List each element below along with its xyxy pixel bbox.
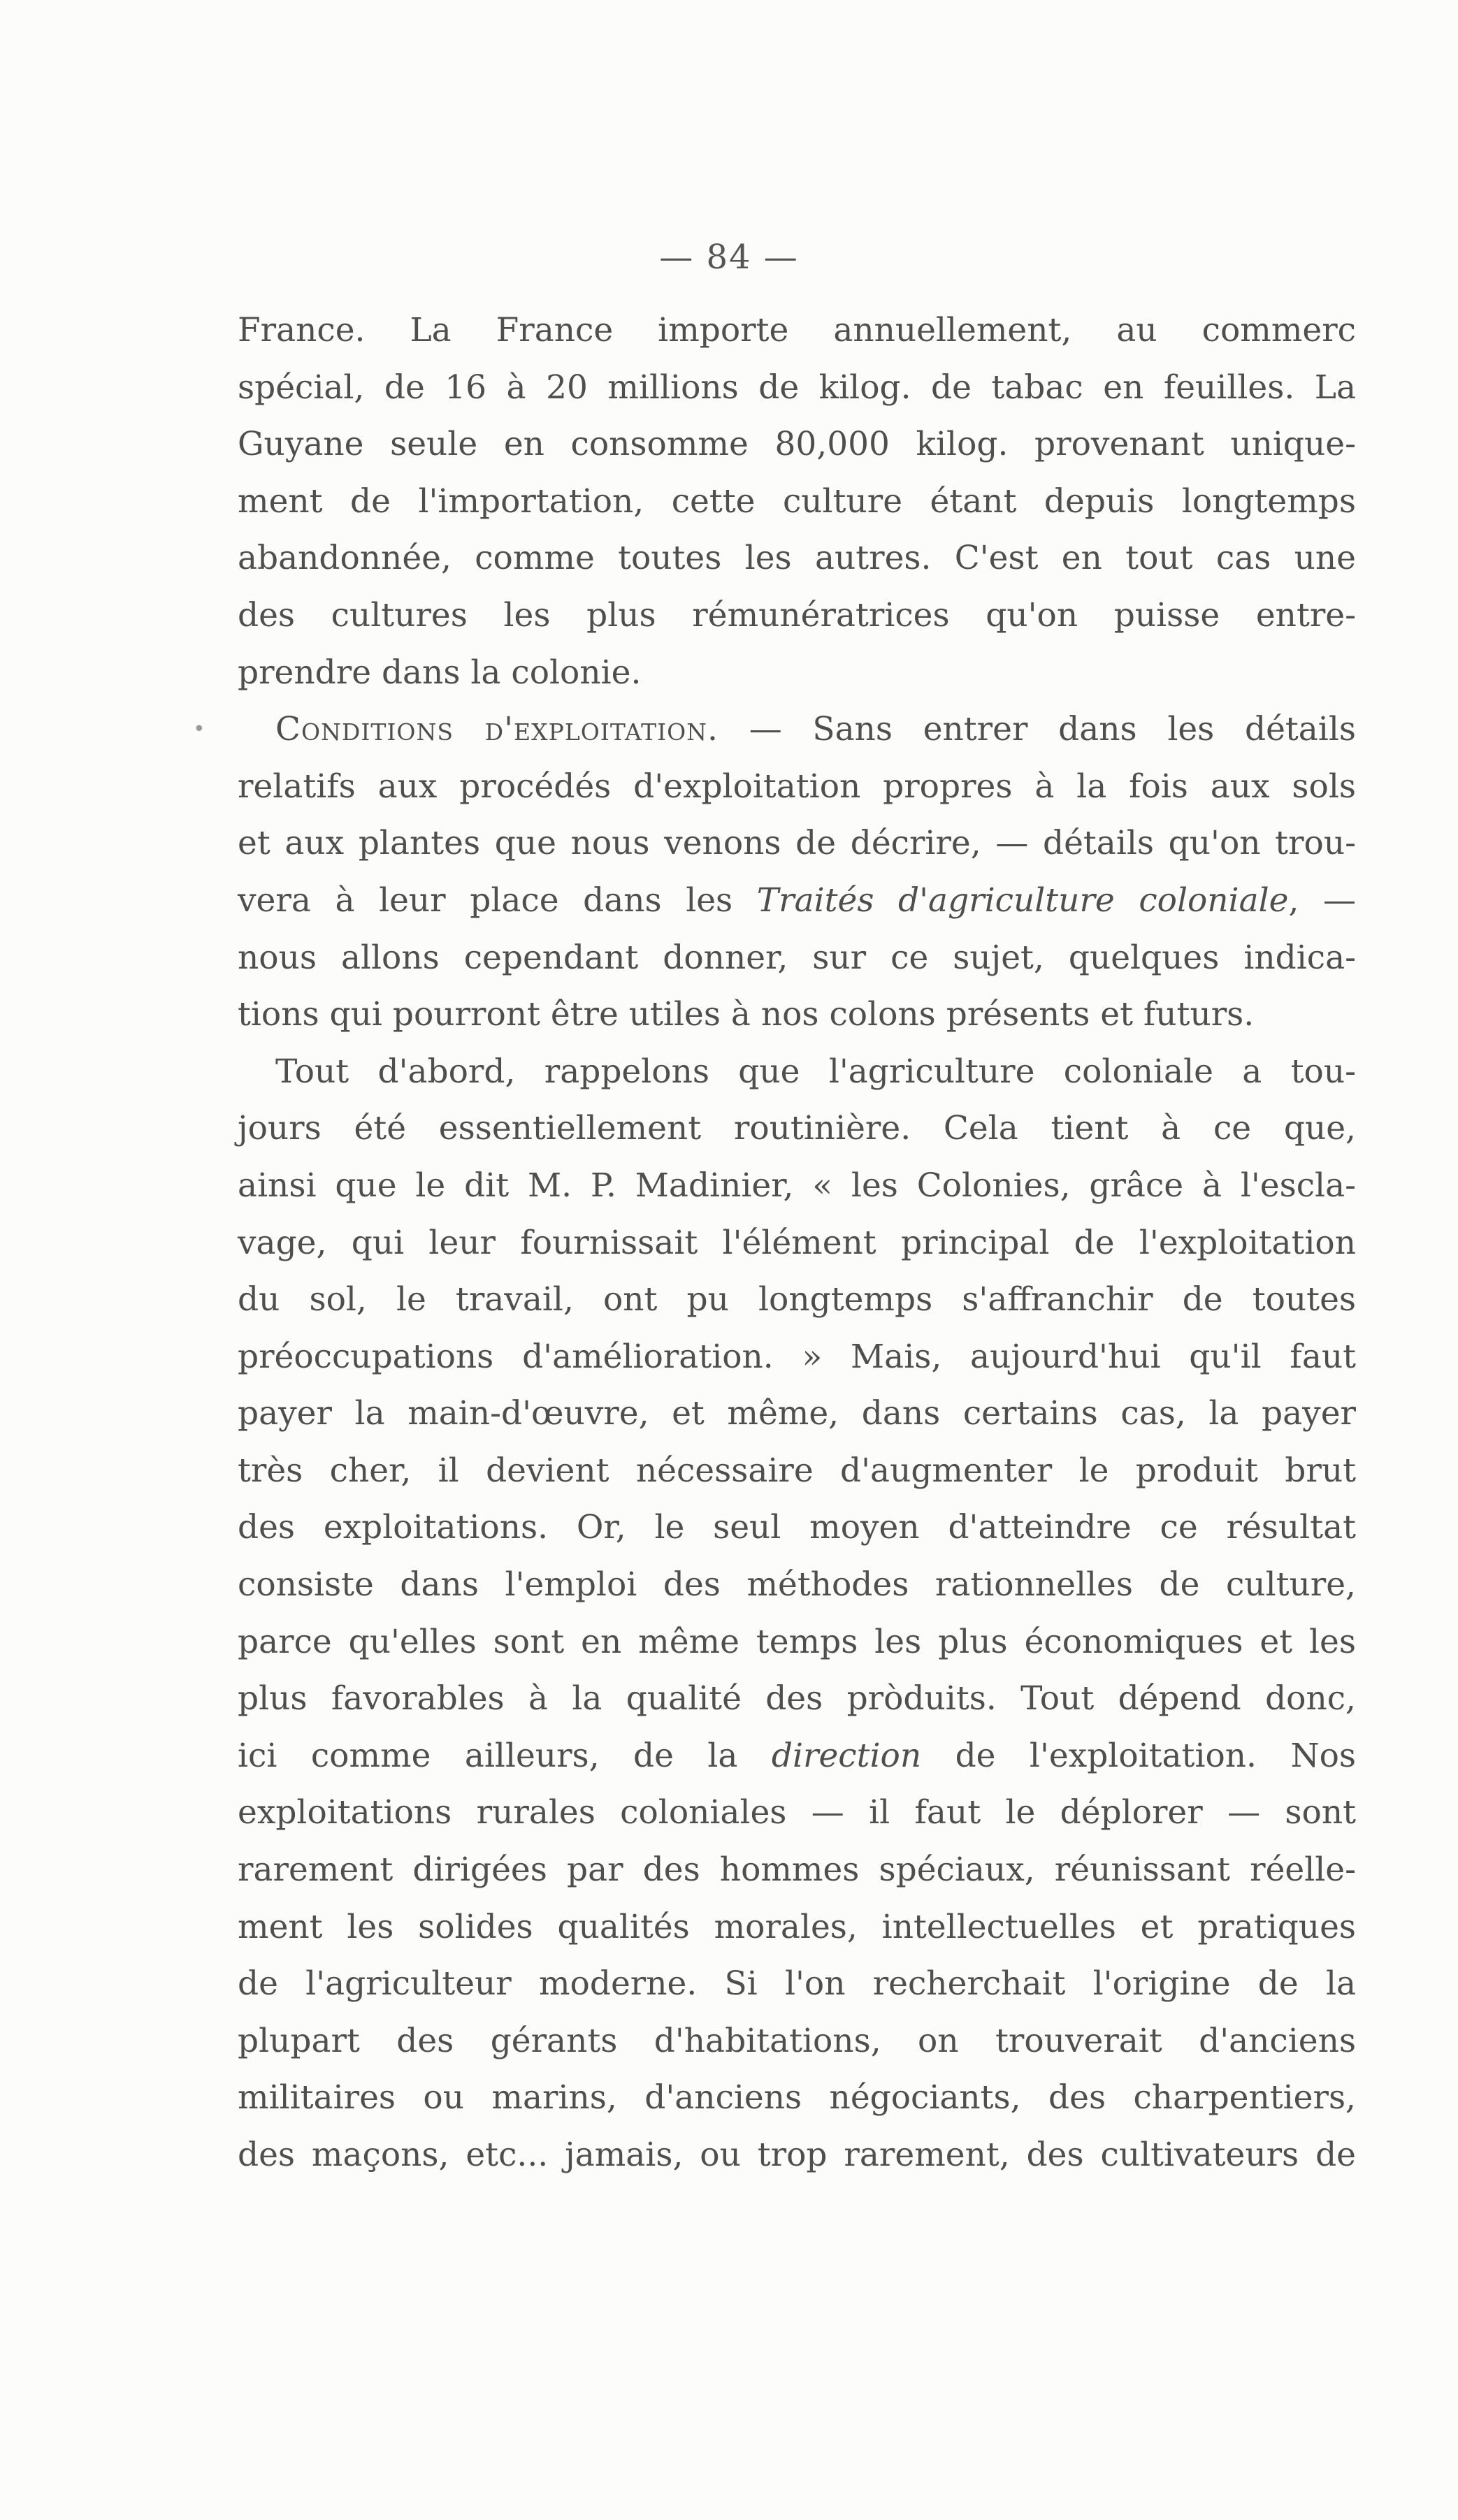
text-line: jours été essentiellement routinière. Cela tient à ce que, xyxy=(238,1109,1356,1148)
text-line: parce qu'elles sont en même temps les plus économiques et les xyxy=(238,1622,1356,1661)
text-line: du sol, le travail, ont pu longtemps s'affranchir de toutes xyxy=(238,1280,1356,1319)
text-line: et aux plantes que nous venons de décrire, — détails qu'on trou- xyxy=(238,824,1356,863)
text-line: vera à leur place dans les Traités d'agriculture coloniale, — xyxy=(238,881,1356,920)
text-line: rarement dirigées par des hommes spéciaux, réunissant réelle- xyxy=(238,1851,1356,1890)
text-line: militaires ou marins, d'anciens négociants, des charpentiers, xyxy=(238,2078,1356,2117)
text-line: consiste dans l'emploi des méthodes rationnelles de culture, xyxy=(238,1565,1356,1605)
paragraph-start-line: Tout d'abord, rappelons que l'agriculture coloniale a tou- xyxy=(275,1052,1356,1091)
text-line: très cher, il devient nécessaire d'augmenter le produit brut xyxy=(238,1451,1356,1490)
text-line: tions qui pourront être utiles à nos colons présents et futurs. xyxy=(238,995,1255,1034)
text-line: France. La France importe annuellement, au commerc xyxy=(238,311,1356,349)
body-text xyxy=(193,302,1356,2184)
margin-bullet: • xyxy=(193,717,205,742)
text-line: ment les solides qualités morales, intellectuelles et pratiques xyxy=(238,1907,1356,1946)
italic-title: Traités d'agriculture coloniale xyxy=(756,881,1289,920)
text-line: ment de l'importation, cette culture étant depuis longtemps xyxy=(238,481,1356,521)
text-line: relatifs aux procédés d'exploitation propres à la fois aux sols xyxy=(238,767,1356,806)
text-line: Guyane seule en consomme 80,000 kilog. provenant unique- xyxy=(238,425,1356,464)
text-line: exploitations rurales coloniales — il faut le déplorer — sont xyxy=(238,1793,1356,1832)
text-line: ainsi que le dit M. P. Madinier, « les Colonies, grâce à l'escla- xyxy=(238,1166,1356,1205)
text-line: abandonnée, comme toutes les autres. C'est en tout cas une xyxy=(238,539,1356,578)
text-line: payer la main-d'œuvre, et même, dans certains cas, la payer xyxy=(238,1394,1356,1433)
section-heading: Conditions d'exploitation. xyxy=(275,710,719,749)
text-line: spécial, de 16 à 20 millions de kilog. de tabac en feuilles. La xyxy=(238,368,1356,407)
page-number: — 84 — xyxy=(659,238,799,277)
text-line: des maçons, etc... jamais, ou trop rarement, des cultivateurs de xyxy=(238,2136,1356,2174)
text-line: vage, qui leur fournissait l'élément principal de l'exploitation xyxy=(238,1223,1356,1262)
text-line: des exploitations. Or, le seul moyen d'atteindre ce résultat xyxy=(238,1508,1356,1547)
italic-word: direction xyxy=(771,1736,922,1775)
text-line: des cultures les plus rémunératrices qu'on puisse entre- xyxy=(238,595,1356,635)
section-heading-line: • Conditions d'exploitation. — Sans entrer dans les détails xyxy=(238,701,1356,758)
text-line: ici comme ailleurs, de la direction de l'exploitation. Nos xyxy=(238,1736,1356,1775)
text-line: prendre dans la colonie. xyxy=(238,653,642,692)
text-line: de l'agriculteur moderne. Si l'on recherchait l'origine de la xyxy=(238,1964,1356,2004)
text-line: nous allons cependant donner, sur ce sujet, quelques indica- xyxy=(238,938,1356,977)
text-line: plupart des gérants d'habitations, on trouverait d'anciens xyxy=(238,2021,1356,2060)
text-line: plus favorables à la qualité des pròduits. Tout dépend donc, xyxy=(238,1679,1356,1718)
text-line: préoccupations d'amélioration. » Mais, aujourd'hui qu'il faut xyxy=(238,1337,1356,1376)
